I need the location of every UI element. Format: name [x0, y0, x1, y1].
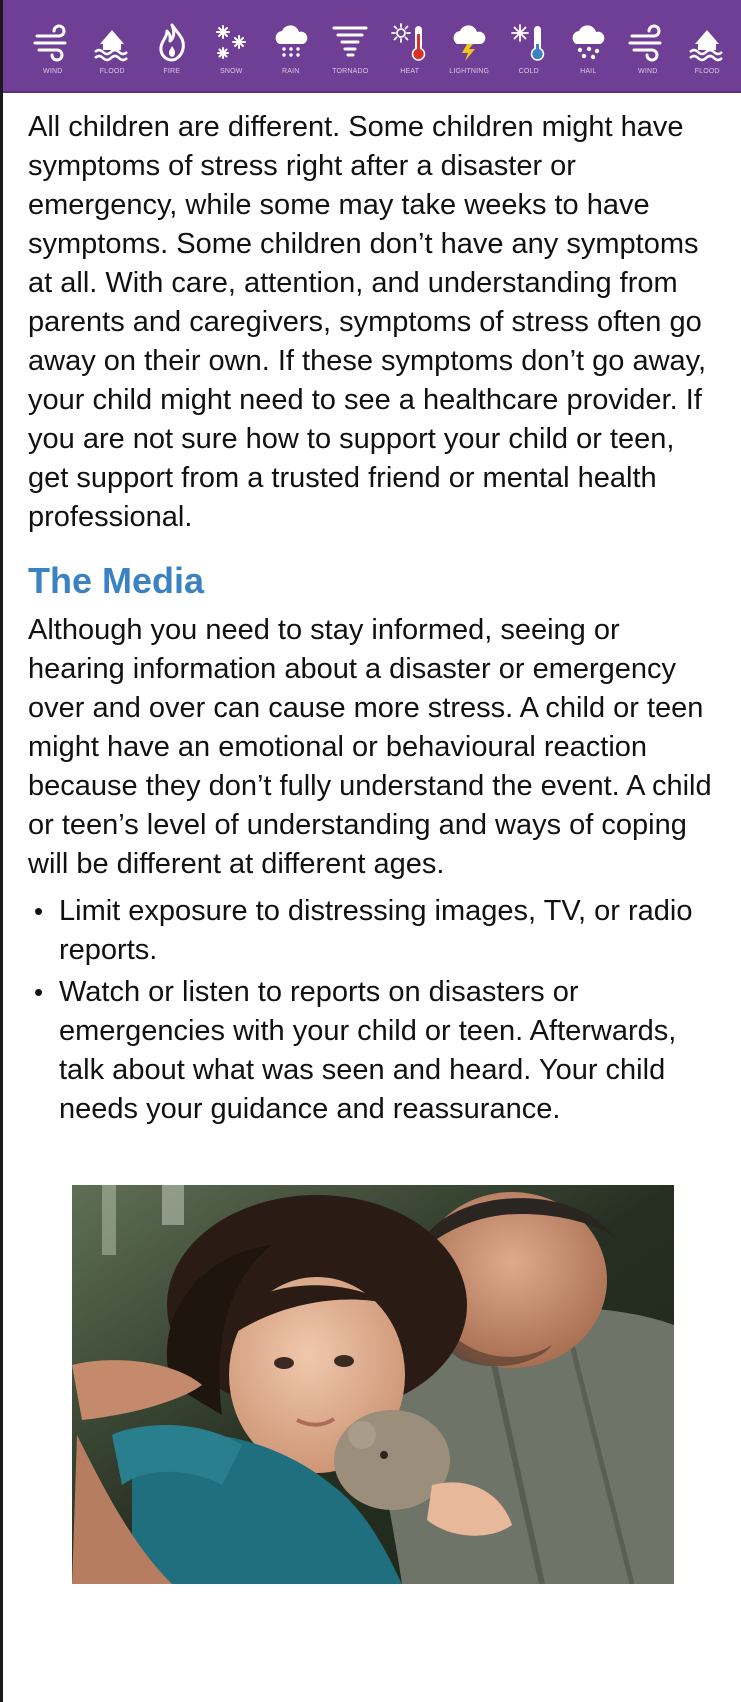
- intro-paragraph: All children are different. Some children might have symptoms of stress right after a disaster or emergency, while some may take weeks to have symptoms. Some children don’t have any symptoms at all. With care, attention, and understanding from parents and caregivers, symptoms of stress often go away on their own. If these symptoms don’t go away, your child might need to see a healthcare provider. If you are not sure how to support your child or teen, get support from a trusted friend or mental health professional.: [28, 111, 707, 533]
- list-item: [28, 973, 718, 1129]
- hazard-label: WIND: [43, 68, 63, 75]
- hazard-flood: [680, 22, 734, 75]
- hazard-cold: [502, 22, 556, 75]
- hazard-label: SNOW: [219, 68, 243, 75]
- hazard-icon-banner: [3, 0, 741, 93]
- wind-icon: [33, 22, 73, 62]
- hazard-wind: [621, 22, 675, 75]
- hazard-label: COLD: [518, 68, 539, 75]
- hazard-label: WIND: [638, 68, 658, 75]
- heat-icon: [390, 22, 430, 62]
- list-item: [28, 892, 718, 970]
- hazard-heat: [383, 22, 437, 75]
- hazard-snow: [204, 22, 258, 75]
- bullet-icon: •: [34, 896, 44, 926]
- hazard-label: FLOOD: [99, 68, 125, 75]
- hazard-rain: [264, 22, 318, 75]
- fire-icon: [152, 22, 192, 62]
- rain-icon: [271, 22, 311, 62]
- bullet-icon: •: [34, 977, 44, 1007]
- lightning-icon: [449, 22, 489, 62]
- article-body: [28, 108, 718, 1132]
- parent-comforting-child-photo: [72, 1185, 674, 1584]
- hazard-label: HAIL: [580, 68, 597, 75]
- list-item-text: Limit exposure to distressing images, TV, or radio reports.: [59, 895, 693, 966]
- tornado-icon: [330, 22, 370, 62]
- hazard-label: FIRE: [163, 68, 181, 75]
- hail-icon: [568, 22, 608, 62]
- photo-illustration: [72, 1185, 674, 1584]
- hazard-fire: [145, 22, 199, 75]
- hazard-label: LIGHTNING: [449, 68, 490, 75]
- flood-icon: [92, 22, 132, 62]
- hazard-flood: [85, 22, 139, 75]
- section-heading-media: The Media: [28, 560, 205, 601]
- media-tips-list: [28, 892, 718, 1129]
- list-item-text: Watch or listen to reports on disasters or emergencies with your child or teen. Afterwards, talk about what was seen and heard. Your child needs your guidance and reassurance.: [59, 976, 677, 1125]
- hazard-label: RAIN: [281, 68, 300, 75]
- hazard-lightning: [442, 22, 496, 75]
- page-left-border: [0, 0, 3, 1702]
- hazard-label: FLOOD: [694, 68, 720, 75]
- hazard-tornado: [323, 22, 377, 75]
- hazard-wind: [26, 22, 80, 75]
- hazard-hail: [561, 22, 615, 75]
- media-paragraph: Although you need to stay informed, seeing or hearing information about a disaster or emergency over and over can cause more stress. A child or teen might have an emotional or behavioural reaction because they don’t fully understand the event. A child or teen’s level of understanding and ways of coping will be different at different ages.: [28, 614, 712, 880]
- wind-icon: [628, 22, 668, 62]
- cold-icon: [509, 22, 549, 62]
- snow-icon: [211, 22, 251, 62]
- hazard-label: TORNADO: [332, 68, 369, 75]
- hazard-label: HEAT: [400, 68, 420, 75]
- flood-icon: [687, 22, 727, 62]
